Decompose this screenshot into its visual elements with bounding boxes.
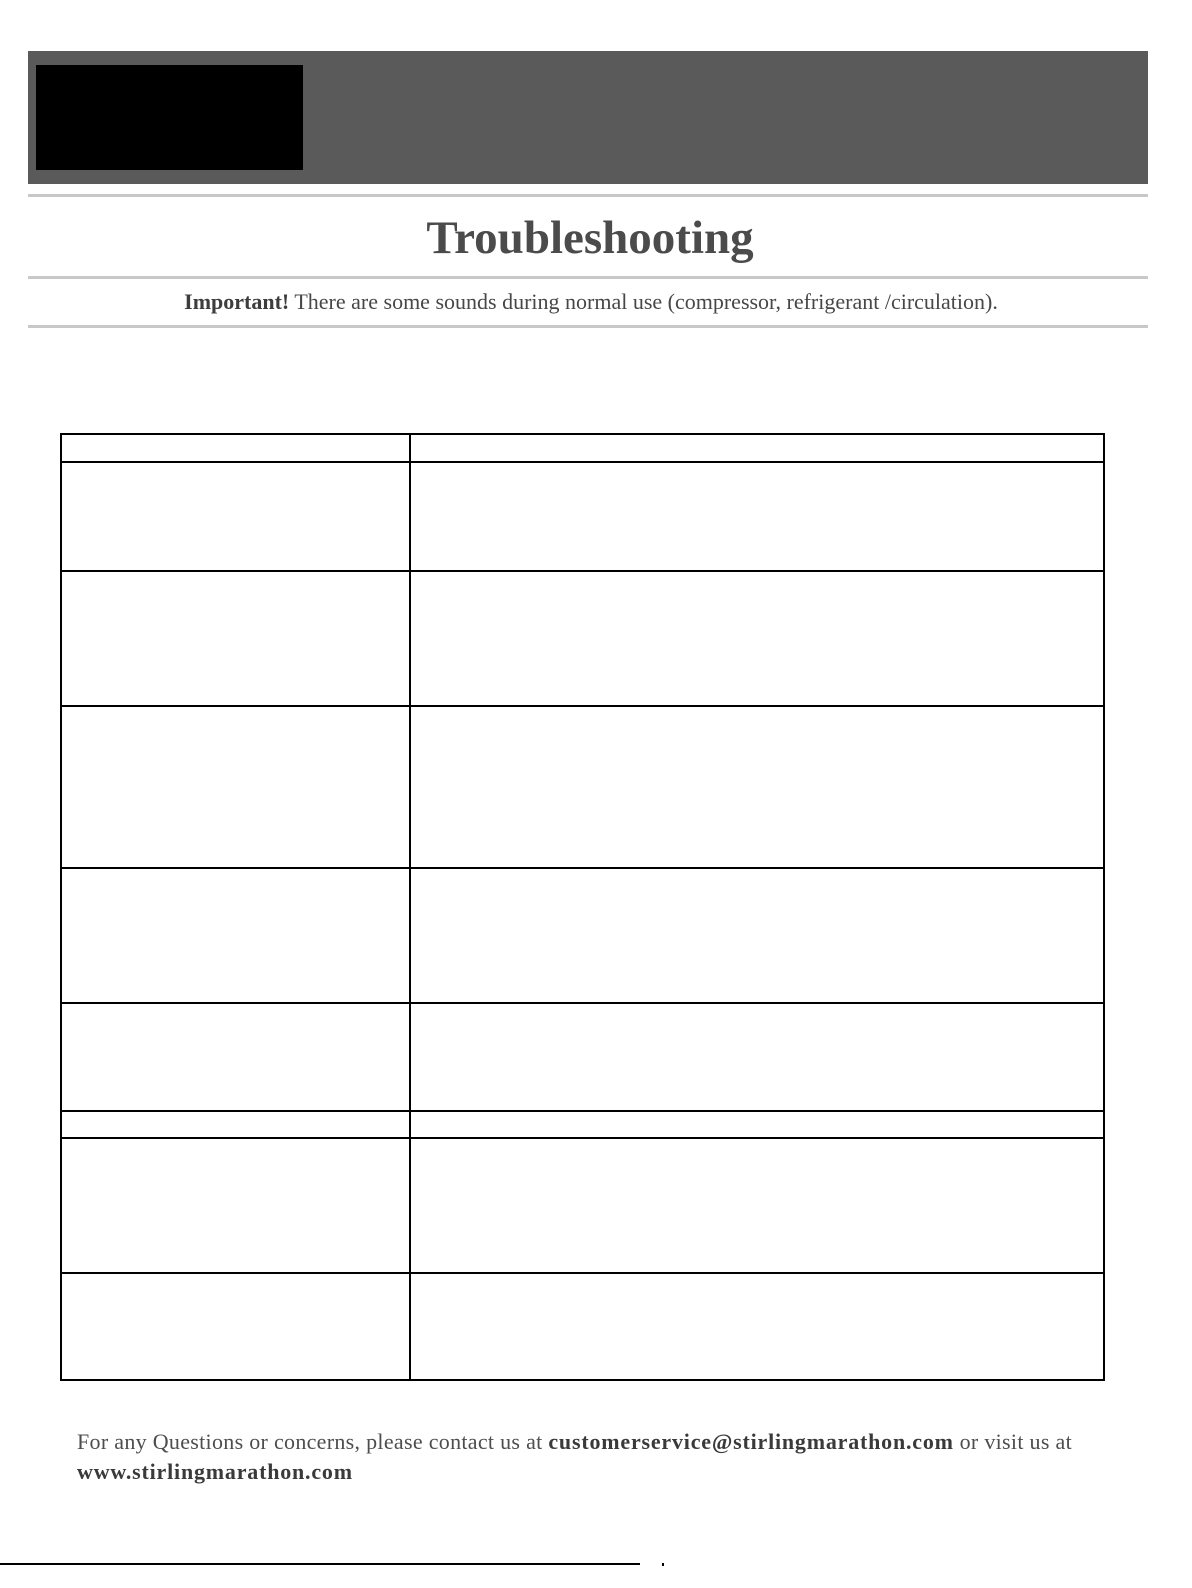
contact-footer — [77, 1427, 1157, 1487]
table-row — [62, 1112, 1103, 1139]
footer-text-middle: or visit us at — [953, 1429, 1072, 1454]
troubleshooting-table — [60, 433, 1105, 1381]
table-row — [62, 869, 1103, 1004]
divider-middle — [28, 276, 1148, 279]
divider-top — [28, 194, 1148, 197]
important-notice — [0, 288, 1182, 316]
footer-text-before: For any Questions or concerns, please contact us at — [77, 1429, 549, 1454]
table-row — [62, 1139, 1103, 1274]
table-row — [62, 1004, 1103, 1112]
table-row — [62, 572, 1103, 707]
notice-text: There are some sounds during normal use (compressor, refrigerant /circulation). — [289, 289, 998, 314]
footer-website-link[interactable]: www.stirlingmarathon.com — [77, 1459, 353, 1484]
notice-label: Important! — [184, 289, 290, 314]
table-row — [62, 463, 1103, 572]
page-title: Troubleshooting — [426, 212, 754, 264]
footer-rule — [0, 1563, 640, 1565]
footer-mark — [662, 1563, 664, 1566]
table-row — [62, 1274, 1103, 1381]
logo-redacted-block — [36, 65, 303, 170]
footer-email-link[interactable]: customerservice@stirlingmarathon.com — [548, 1429, 954, 1454]
divider-bottom — [28, 325, 1148, 328]
table-column-divider — [409, 435, 411, 1379]
table-row — [62, 707, 1103, 869]
table-row — [62, 435, 1103, 463]
